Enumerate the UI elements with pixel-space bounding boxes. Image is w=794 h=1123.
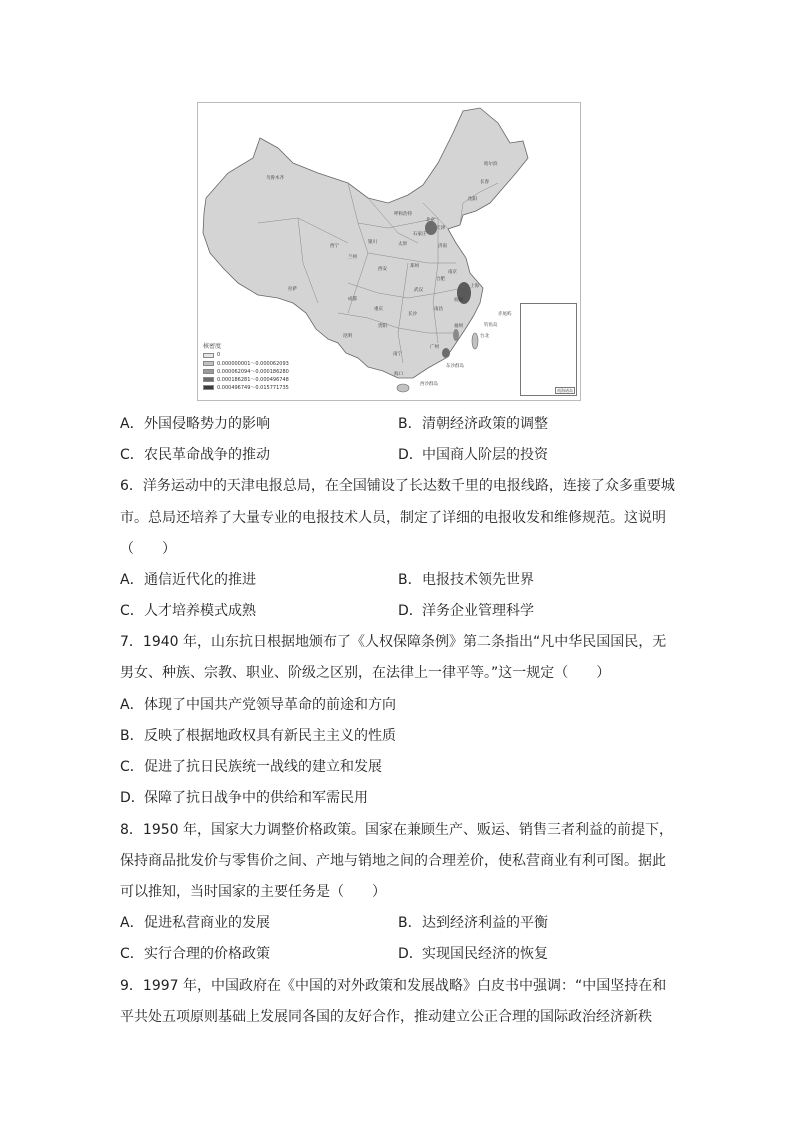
- label-tianjin: 天津: [436, 226, 445, 231]
- label-nanning: 南宁: [393, 352, 402, 357]
- option-text: 外国侵略势力的影响: [144, 416, 270, 432]
- label-shenyang: 沈阳: [468, 197, 477, 202]
- label-nanjing: 南京: [448, 270, 457, 275]
- option-text: 实现国民经济的恢复: [422, 946, 548, 962]
- label-chongqing: 重庆: [374, 307, 383, 312]
- q6-option-b: [398, 570, 534, 590]
- q5-option-d: [398, 445, 548, 465]
- label-chiwei: 赤尾屿: [498, 312, 512, 317]
- option-letter: C．: [120, 447, 144, 463]
- legend-item: [203, 383, 333, 391]
- label-lanzhou: 兰州: [348, 255, 357, 260]
- option-text: 电报技术领先世界: [422, 572, 534, 588]
- label-xisha: 西沙群岛: [420, 382, 438, 387]
- legend-title: 核密度: [203, 343, 222, 350]
- option-letter: D．: [398, 603, 423, 619]
- legend-label: 0.000062094～0.000186280: [217, 368, 289, 375]
- q6-option-d: [398, 601, 534, 621]
- option-text: 达到经济利益的平衡: [422, 915, 548, 931]
- label-diaoyu: 钓鱼岛: [484, 323, 498, 328]
- q8-stem-line-1: 8．1950 年，国家大力调整价格政策。国家在兼顾生产、贩运、销售三者利益的前提下，: [120, 822, 673, 838]
- label-shanghai: 上海: [470, 284, 479, 289]
- q7-option-c: [120, 757, 382, 777]
- option-letter: A．: [120, 915, 144, 931]
- q5-option-b: [398, 414, 548, 434]
- option-text: 促进了抗日民族统一战线的建立和发展: [144, 759, 382, 775]
- option-text: 促进私营商业的发展: [144, 915, 270, 931]
- q9-stem-line-1: 9．1997 年，中国政府在《中国的对外政策和发展战略》白皮书中强调：“中国坚持在和: [120, 978, 667, 994]
- option-text: 体现了中国共产党领导革命的前途和方向: [144, 697, 396, 713]
- legend-swatch: [203, 385, 214, 390]
- inset-tag: 南海诸岛: [557, 388, 573, 393]
- legend-swatch: [203, 377, 214, 382]
- dense-area-fujian: [453, 329, 459, 341]
- q9-stem-line-2: 平共处五项原则基础上发展同各国的友好合作，推动建立公正合理的国际政治经济新秩: [120, 1009, 652, 1025]
- label-haikou: 海口: [394, 372, 403, 377]
- label-xining: 西宁: [330, 244, 339, 249]
- label-yinchuan: 银川: [368, 240, 377, 245]
- q8-stem-line-3: 可以推知，当时国家的主要任务是（ ）: [120, 884, 386, 900]
- label-xian: 西安: [378, 267, 387, 272]
- option-letter: C．: [120, 946, 144, 962]
- option-text: 通信近代化的推进: [144, 572, 256, 588]
- option-text: 实行合理的价格政策: [144, 946, 270, 962]
- legend-item: [203, 359, 333, 367]
- label-harbin: 哈尔滨: [484, 162, 498, 167]
- label-shijiazhuang: 石家庄: [413, 232, 427, 237]
- label-urumqi: 乌鲁木齐: [266, 176, 284, 181]
- china-kernel-density-map: [197, 102, 581, 401]
- q8-stem-line-2: 保持商品批发价与零售价之间、产地与销地之间的合理差价，使私营商业有利可图。据此: [120, 853, 666, 869]
- taiwan-island: [472, 333, 478, 349]
- legend-label: 0: [217, 352, 221, 358]
- legend-item: [203, 351, 333, 359]
- hainan-island: [397, 384, 409, 392]
- label-hangzhou: 杭州: [454, 298, 463, 303]
- dense-area-pearl-river: [442, 348, 450, 358]
- label-guangzhou: 广州: [430, 345, 439, 350]
- label-guiyang: 贵阳: [378, 324, 387, 329]
- label-chengdu: 成都: [348, 297, 357, 302]
- legend-item: [203, 367, 333, 375]
- label-hefei: 合肥: [436, 277, 445, 282]
- option-text: 保障了抗日战争中的供给和军需民用: [144, 790, 368, 806]
- label-changsha: 长沙: [408, 312, 417, 317]
- label-beijing: 北京: [426, 218, 435, 223]
- option-text: 洋务企业管理科学: [422, 603, 534, 619]
- q6-stem-line-1: 6．洋务运动中的天津电报总局，在全国铺设了长达数千里的电报线路，连接了众多重要城: [120, 478, 675, 494]
- south-china-sea-inset: [520, 303, 577, 396]
- option-text: 人才培养模式成熟: [144, 603, 256, 619]
- q8-option-c: [120, 944, 270, 964]
- q8-option-d: [398, 944, 548, 964]
- label-lhasa: 拉萨: [288, 287, 297, 292]
- map-legend: [203, 343, 333, 391]
- legend-swatch: [203, 353, 214, 358]
- label-taibei: 台北: [480, 334, 489, 339]
- option-letter: D．: [120, 790, 145, 806]
- option-letter: B．: [398, 572, 422, 588]
- q6-stem-line-3: （ ）: [120, 541, 176, 557]
- option-letter: D．: [398, 946, 423, 962]
- option-letter: B．: [120, 728, 144, 744]
- option-letter: A．: [120, 572, 144, 588]
- label-kunming: 昆明: [343, 334, 352, 339]
- label-wuhan: 武汉: [414, 288, 423, 293]
- option-letter: C．: [120, 759, 144, 775]
- q7-option-d: [120, 788, 368, 808]
- q6-option-c: [120, 601, 256, 621]
- legend-label: 0.000186281～0.000496748: [217, 376, 289, 383]
- q8-option-a: [120, 913, 270, 933]
- q7-option-b: [120, 726, 396, 746]
- label-hohhot: 呼和浩特: [394, 212, 412, 217]
- q7-option-a: [120, 695, 396, 715]
- legend-label: 0.000000001～0.000062093: [217, 360, 289, 367]
- q7-stem-line-1: 7．1940 年，山东抗日根据地颁布了《人权保障条例》第二条指出“凡中华民国国民，无: [120, 634, 667, 650]
- option-letter: A．: [120, 416, 144, 432]
- legend-label: 0.000496749～0.015771735: [217, 384, 289, 391]
- label-dongsha: 东沙群岛: [446, 364, 464, 369]
- q7-stem-line-2: 男女、种族、宗教、职业、阶级之区别，在法律上一律平等。”这一规定（ ）: [120, 665, 611, 681]
- option-text: 农民革命战争的推动: [144, 447, 270, 463]
- legend-swatch: [203, 369, 214, 374]
- label-zhengzhou: 郑州: [410, 264, 419, 269]
- option-letter: A．: [120, 697, 144, 713]
- q6-option-a: [120, 570, 256, 590]
- label-changchun: 长春: [480, 180, 489, 185]
- label-fuzhou: 福州: [454, 324, 463, 329]
- label-nanchang: 南昌: [434, 307, 443, 312]
- option-text: 中国商人阶层的投资: [422, 447, 548, 463]
- legend-item: [203, 375, 333, 383]
- option-letter: B．: [398, 416, 422, 432]
- label-taiyuan: 太原: [398, 242, 407, 247]
- q5-option-a: [120, 414, 270, 434]
- label-jinan: 济南: [438, 244, 447, 249]
- option-text: 反映了根据地政权具有新民主主义的性质: [144, 728, 396, 744]
- legend-swatch: [203, 361, 214, 366]
- option-text: 清朝经济政策的调整: [422, 416, 548, 432]
- q5-option-c: [120, 445, 270, 465]
- q8-option-b: [398, 913, 548, 933]
- option-letter: C．: [120, 603, 144, 619]
- option-letter: D．: [398, 447, 423, 463]
- q6-stem-line-2: 市。总局还培养了大量专业的电报技术人员，制定了详细的电报收发和维修规范。这说明: [120, 510, 666, 526]
- option-letter: B．: [398, 915, 422, 931]
